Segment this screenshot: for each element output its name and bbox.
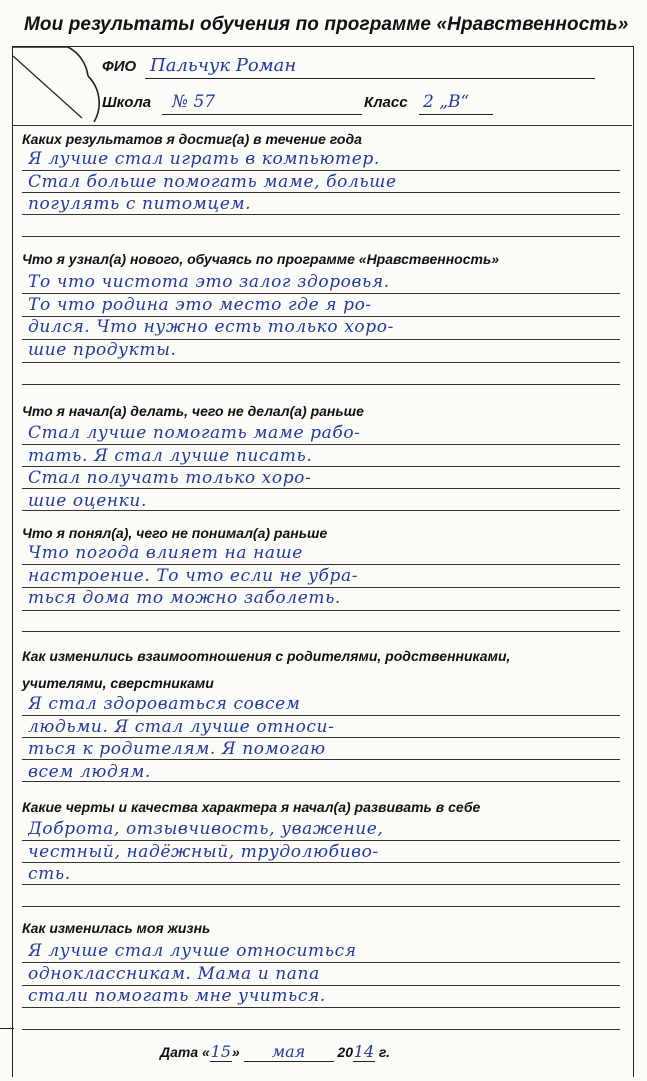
answer-rule (22, 610, 620, 611)
fio-value: Пальчук Роман (150, 55, 297, 76)
date-label: Дата (160, 1044, 199, 1060)
answer-rule (22, 510, 620, 511)
answer-traits: Доброта, отзывчивость, уважение, честный, надёжный, трудолюбиво- сть. (28, 819, 384, 884)
question-understood: Что я понял(а), чего не понимал(а) раньше (22, 525, 328, 541)
answer-rule (22, 962, 620, 963)
answer-rule (22, 192, 620, 193)
section-separator (13, 125, 632, 126)
answer-rule (22, 170, 620, 171)
question-relationships-line2: учителями, сверстниками (22, 675, 214, 691)
answer-rule (22, 715, 620, 716)
answer-rule (22, 862, 620, 863)
answer-rule (22, 236, 620, 237)
question-traits: Какие черты и качества характера я начал(а) развивать в себе (22, 799, 481, 815)
answer-rule (22, 564, 620, 565)
answer-rule (22, 840, 620, 841)
class-value: 2 „В“ (423, 92, 470, 112)
date-year-prefix: 20 (337, 1044, 353, 1060)
answer-rule (22, 985, 620, 986)
answer-rule (22, 631, 620, 632)
form-title: Мои результаты обучения по программе «Нравственность» (24, 14, 629, 35)
answer-rule (22, 214, 620, 215)
school-line (162, 114, 362, 115)
class-line (419, 114, 493, 115)
answer-rule (22, 488, 620, 489)
answer-rule (22, 293, 620, 294)
answer-rule (22, 737, 620, 738)
answer-rule (22, 444, 620, 445)
date-year-suffix: 14 (353, 1042, 375, 1061)
answer-rule (22, 384, 620, 385)
fio-line (145, 78, 595, 79)
question-learned: Что я узнал(а) нового, обучаясь по программе «Нравственность» (22, 251, 500, 267)
answer-life-changes: Я лучше стал лучше относиться одноклассникам. Мама и папа стали помогать мне учиться. (28, 941, 357, 1006)
answer-rule (22, 759, 620, 760)
page-edge (0, 1028, 14, 1081)
answer-rule (22, 316, 620, 317)
question-relationships-line1: Как изменились взаимоотношения с родителями, родственниками, (22, 648, 511, 664)
answer-rule (22, 339, 620, 340)
school-label: Школа (102, 94, 152, 111)
date-close-quote: » (231, 1044, 240, 1060)
answer-results: Я лучше стал играть в компьютер. Стал больше помогать маме, больше погулять с питомцем. (28, 149, 397, 214)
answer-relationships: Я стал здороваться совсем людьми. Я стал лучше относи- ться к родителям. Я помогаю всем людям. (28, 694, 335, 782)
answer-rule (22, 362, 620, 363)
answer-understood: Что погода влияет на наше настроение. То что если не убра- ться дома то можно заболеть. (28, 543, 359, 608)
date-year-abbr: г. (378, 1044, 391, 1060)
answer-rule (22, 1007, 620, 1008)
question-started: Что я начал(а) делать, чего не делал(а) раньше (22, 403, 364, 419)
answer-rule (22, 1029, 620, 1030)
answer-rule (22, 781, 620, 782)
date-month: мая (244, 1042, 334, 1062)
question-life-changes: Как изменилась моя жизнь (22, 920, 211, 936)
fio-label: ФИО (102, 58, 137, 75)
school-value: № 57 (172, 92, 216, 112)
answer-rule (22, 587, 620, 588)
answer-rule (22, 884, 620, 885)
date-row (160, 1042, 390, 1062)
class-label: Класс (364, 94, 408, 111)
answer-started: Стал лучше помогать маме рабо- тать. Я стал лучше писать. Стал получать только хоро- шие оценки. (28, 423, 361, 511)
date-day: 15 (210, 1042, 231, 1061)
answer-rule (22, 906, 620, 907)
answer-learned: То что чистота это залог здоровья. То что родина это место где я ро- дился. Что нужно есть только хоро- шие продукты. (28, 272, 394, 360)
answer-rule (22, 466, 620, 467)
question-results: Каких результатов я достиг(а) в течение года (22, 131, 362, 147)
date-open-quote: « (202, 1044, 210, 1060)
